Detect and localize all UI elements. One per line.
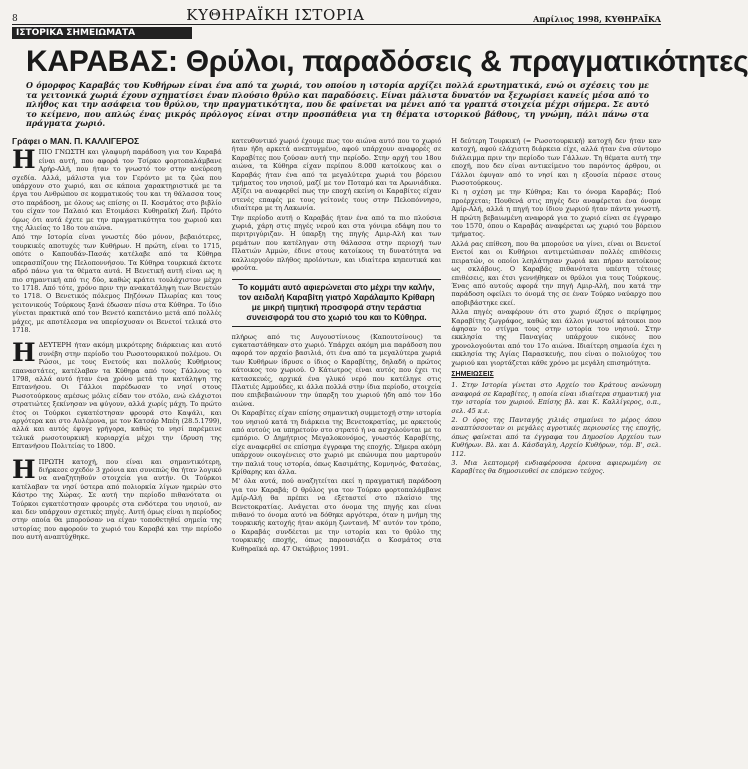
paragraph: [12, 338, 222, 451]
paragraph: [12, 145, 222, 233]
issue-date: Απρίλιος 1998, ΚΥΘΗΡΑΪΚΑ: [533, 14, 661, 24]
notes-heading: ΣΗΜΕΙΩΣΕΙΣ: [451, 370, 494, 378]
paragraph-text: ΠΡΩΤΗ κατοχή, που είναι και σημαντικότερη, διήρκεσε σχεδόν 3 χρόνια και συνεπώς θα ήταν λογικό να αναζητηθούν στοιχεία για αυτήν. Οι Τούρκοι κατέλαβαν τα νησί ύστερα από πολιορκία λίγων ημερών στο Κάστρο της Χώρας. Σε αυτή την περίοδο πιθανότατα οι Τούρκοι εγκατέστησαν φρουρές στα ενδότερα του νησιού, αν και δεν υπάρχουν σχετικές πηγές. Αυτή όμως είναι η περίοδος στην οποία θα μπορούσαν να είχαν τοποθετηθεί σημεία της ιστορίας που αφορούν το χωριό του Καραβά και την περίοδο που αυτή αναπτύχθηκε.: [12, 457, 222, 542]
pull-quote: Το κομμάτι αυτό αφιερώνεται στο μέχρι την καλήν, τον αειδαλή Καραβίτη γιατρό Χαράλαμπο Κρίθαρη με μικρή τιμητική προσφορά στην τεράστια συνεισφορά του στο χωριό του και το Κύθηρα.: [232, 279, 442, 327]
byline: Γράφει ο ΜΑΝ. Π. ΚΑΛΛΙΓΕΡΟΣ: [12, 136, 140, 146]
note: 1. Στην Ιστορία γίνεται στο Αρχείο του Κράτους ανώνυμη αναφορά σε Καραβίτες, η οποία είναι ιδιαίτερα σημαντική για την ιστορία του χωριού. Επίσης βλ. και Κ. Καλλίγερος, ο.π., σελ. 45 κ.ε.: [451, 381, 662, 415]
note: 3. Μια λεπτομερή ενδιαφέρουσα έρευνα αφιερωμένη σε Καραβίτες θα δημοσιευθεί σε επόμενο τεύχος.: [451, 459, 662, 476]
paragraph: κατευθυντικό χωριό έχουμε πως τον αιώνα αυτό που το χωριό ήταν ήδη αρκετά ανεπτυγμένο, αφού υπάρχουν αναφορές σε Καραβίτες που ζούσαν αυτή την περίοδο. Στην αρχή του 18ου αιώνα, τα Κύθηρα είχαν περίπου 8.000 κατοίκους και ο Καραβάς ήταν ένα από τα μεγαλύτερα χωριά του βόρειου τμήματος του νησιού, μαζί με τον Ποταμό και τα Αρωνιάδικα. Αξίζει να αναφερθεί πως την εποχή εκείνη οι Καραβίτες είχαν στενές επαφές με τους γείτονές τους στην Πελοπόννησο, ιδιαίτερα με τη Λακωνία.: [231, 137, 442, 213]
drop-cap: Η: [12, 145, 36, 175]
paragraph: Αλλά ρας επίθεση, που θα μπορούσε να γίνει, είναι οι Βενετοί Ενετοί και οι Κυθήριοι αντιμετώπισαν πολλές επιθέσεις πειρατών, οι οποίοι λεηλάτησαν χωριά και πήραν κατοίκους ως σκλάβους. Ο Καραβάς πιθανότατα υπέστη τέτοιες επιθέσεις, και έτσι γεννήθηκαν οι θρύλοι για τους Τούρκους. Ένας από αυτούς αφορά την πηγή Αμιρ-Αλή, που κατά την παράδοση οφείλει το όνομά της σε έναν Τούρκο ναύαρχο που αποβιβάστηκε εκεί.: [451, 239, 662, 307]
note: 2. Ο όρος της Πανταγής χιλιάς σημαίνει το μέρος όπου αναπτύσσονταν οι μεγάλες αγροτικές περιουσίες της εποχής, όπως φαίνεται από τα έγγραφα του Δημοσίου Αρχείου των Κυθήρων. Βλ. και Δ. Κάσδαγλη, Αρχείο Κυθήρων, τόμ. Β', σελ. 112.: [451, 416, 662, 458]
notes: [451, 381, 661, 475]
paragraph: [12, 454, 222, 542]
article-lede: Ο όμορφος Καραβάς του Κυθήρων είναι ένα από τα χωριά, του οποίου η ιστορία αρχίζει πολλά ερωτηματικά, ενώ οι σχέσεις του με τα γειτονικά χωριά έχουν σχηματίσει έναν πλούσιο θρύλο και παραδόσεις. Είναι μάλιστα δυνατόν να ξεχωρίσει κανείς μέσα από το πλήθος και την ασάφεια του θρύλου, την πραγματικότητα, που δε φαίνεται να μένει από τα γραπτά στοιχεία μέχρι σήμερα. Σε αυτό το κείμενο, που απλώς ένας μικρός πρόλογος είναι στην προσπάθεια για τη θέματα ιστορικού βάθους, τη γνώμη, πάλι πάνω στα πράγματα χωριό.: [26, 80, 649, 129]
column-1: [12, 137, 222, 769]
paragraph: Κι η σχέση με την Κύθηρα; Και το όνομα Καραβάς; Πού προέρχεται; Πουθενά στις πηγές δεν αναφέρεται ένα όνομα Αμίρ-Αλή, αλλά η πηγή του ίδιου χωριού ήταν πάντα γνωστή. Η πρώτη βεβαιωμένη αναφορά για το χωριό είναι σε έγγραφο του 1570, όπου ο Καραβάς αναφέρεται ως χωριό του βόρειου τμήματος.: [451, 188, 662, 239]
running-header: [12, 4, 661, 25]
paragraph: Η δεύτερη Τουρκική (= Ρωσοτουρκική) κατοχή δεν ήταν καν κατοχή, αφού ελάχιστη διάρκεια είχε, αλλά ήταν ένα σύντομο διάλειμμα πριν την περίοδο των Γάλλων. Τη θέματα αυτή την εποχή, που δεν είναι αντικείμενο του παρόντος άρθρου, οι Γάλλοι έφυγαν από το νησί και η εξουσία πέρασε στους Ρωσοτούρκους.: [451, 137, 662, 188]
drop-cap: Η: [12, 454, 36, 484]
paragraph: πλήρως από τις Αυγουστίνιους (Καπουτσίνους) τα εγκαταστάθηκαν στο χωριό. Υπάρχει ακόμη μια παράδοση που αφορά τον αρχαίο βασιλιά, ότι ένα από τα μεγαλύτερα χωριά των Κυθήρων ίδρυσε ο ίδιος ο Καραβίτης, δηλαδή ο πρώτος κάτοικος του χωριού. Ο Κάτωτρος είναι αυτός που έχει τις κατασκευές, αρχικά ένα γλυκό νερό που κατέληγε στις Πλατιές Αμμούδες, κι άλλα πολλά στην ίδια περίοδο, στοιχεία που επιβεβαιώνουν την ύπαρξη του χωριού ήδη από τον 16ο αιώνα.: [231, 332, 442, 408]
paragraph: Μ' όλα αυτά, πού αναζητείται εκεί η πραγματική παράδοση για τον Καραβά; Ο θρύλος για τον Τούρκο φορτοπαλάμβανε Αμίρ-Αλή θα πρέπει να εξεταστεί στο πλαίσιο της Βενετοκρατίας. Ανάγεται στο όνομα της πηγής και είναι πιθανό το όνομα αυτό να δόθηκε αργότερα, όταν η μνήμη της τουρκικής κατοχής ήταν ακόμη ζωντανή. Μ' αυτόν τον τρόπο, ο Καραβάς συνδέεται με την ιστορία και το θρύλο της τουρκικής εποχής, όπως παρουσιάζει ο Κοσμάτος στα Κυθηραϊκά αρ. 47 Οκτώβριος 1991.: [231, 477, 442, 553]
paragraph: Την περίοδο αυτή ο Καραβάς ήταν ένα από τα πιο πλούσια χωριά, χάρη στις πηγές νερού και στα γόνιμα εδάφη που το περιτριγύριζαν. Η ύπαρξη της πηγής Αμιρ-Αλή και των ρεμάτων που κατέληγαν στη θάλασσα στην περιοχή των Πλατιών Αμμών, έδινε στους κατοίκους τη δυνατότητα να καλλιεργούν πλήθος προϊόντων, και ιδιαίτερα κηπευτικά και φρούτα.: [231, 213, 442, 273]
paragraph-text: ΔΕΥΤΕΡΗ ήταν ακόμη μικρότερης διάρκειας και αυτό συνέβη στην περίοδο του Ρωσοτουρκικού πολέμου. Οι Ρώσοι, με τους Ενετούς και πολλούς Κυθήριους επαναστάτες, κατέλαβαν τα Κύθηρα από τους Γάλλους το 1798, αλλά αυτό ήταν ένα χρόνο μετά την κατάληψη της Επτανήσου. Οι Γάλλοι παρέδωσαν το νησί στους Ρωσοτούρκους αμέσως μόλις είδαν τον στόλο, ενώ ελάχιστοι στρατιώτες ξεκίνησαν να φύγουν, αλλά χωρίς μάχη. Το πρώτο έτος οι Τούρκοι εγκατέστησαν φρουρά στο Καψάλι, και αργότερα και στο Αυλέμονα, με τον Κατσάρ Μπέη (28.5.1799), αλλά και αυτός έφυγε γρήγορα, καθώς το νησί παρέμεινε τελικά ρωσοτουρκική κυριαρχία μέχρι την ίδρυση της Επτανήσου Πολιτείας το 1800.: [12, 341, 222, 451]
paragraph: Οι Καραβίτες είχαν επίσης σημαντική συμμετοχή στην ιστορία του νησιού κατά τη διάρκεια της Βενετοκρατίας, με αρκετούς από αυτούς να υπηρετούν στο στρατό ή να ασχολούνται με το εμπόριο. Ο Δημήτριος Μεγαλοκονόμος, γνωστός Καραβίτης, είχε αναφερθεί σε επίσημα έγγραφα της εποχής. Σήμερα ακόμη υπάρχουν οικογένειες στο χωριό με επώνυμα που μαρτυρούν την παλιά τους ιστορία, όπως Κασιμάτης, Κομνηνός, Φατσέας, Κρίθαρης και άλλα.: [231, 409, 442, 476]
column-3: [451, 137, 661, 769]
drop-cap: Η: [12, 338, 36, 368]
paragraph-text: ΠΙΟ ΓΝΩΣΤΗ και γλαφυρή παράδοση για τον Καραβά είναι αυτή, που αφορά τον Τσίρκο φορτοπαλάμβανε Αρήρ-Αλή, που ήταν το γνωστό τον στην ανεύρεση σχεδία. Αλλά, μάλιστα για τον Γερόντο με τα ζώα που υπάρχουν στο χωριό, και σε κάποια χαρακτηριστικά με τα έργα του Ανθρώπου σε κομματικούς του και τη θάλασσα τους στο παράδοση, με όλους ως επίσης οι ΙΙ. Κοσμάτος στο βιβλίο του είχαν τον Παλαιό και Ετοιμάσει Κυθηραϊκή Ζωή. Πρότο όμως ότι αυτά έχετε με την πραγματικότητα του χωριού και της Αλιείας το 18ο του αιώνα.: [12, 148, 222, 233]
column-2: [232, 137, 442, 769]
article-columns: [12, 137, 661, 769]
kicker-bar: ΙΣΤΟΡΙΚΑ ΣΗΜΕΙΩΜΑΤΑ: [12, 27, 192, 39]
page-number: 8: [12, 14, 18, 24]
paragraph: Από την Ιστορία είναι γνωστές δύο μόνον, βεβαιότερες, τουρκικές αποτυχές των Κυθήρων. Η πρώτη, είναι το 1715, οπότε ο Καπουδάν-Πασάς κατέλαβε από τα Κύθηρα υπερασπίζουν της Πελοποννήσου. Τα Κύθηρα τουρκικά έκτοτε αδρό πάνω για τα θέματα αυτά. Η Βενετική αυτή είναι ως η πιο σημαντική από τις δύο, καθώς κράτει τουλάχιστον μέχρι το 1718. Από τότε, χρόνο πριν την ανακατάληψη των Βενετών το 1718. Ο Βενετικός πόλεμος Πηζόνων Πλωρίας και τους γειτονικούς Τούρκους ξανά έδωσαν πίσω στα Κύθηρα. Το ίδιο γίνεται πρακτικά από τον Βενετό καπετάνιο μετά από πολλές μάχες, με αποτέλεσμα να υπερίσχυσαν οι Βενετοί τελικά στο 1718.: [12, 233, 222, 334]
section-title: ΚΥΘΗΡΑΪΚΗ ΙΣΤΟΡΙΑ: [186, 6, 365, 24]
paragraph: Άλλα πηγές αναφέρουν ότι στο χωριό έζησε ο περίφημος Καραβίτης ζωγράφος, καθώς και άλλοι γνωστοί κάτοικοι που άφησαν το στίγμα τους στην ιστορία του νησιού. Στην εκκλησία της Παναγίας υπάρχουν εικόνες που χρονολογούνται από τον 17ο αιώνα. Ιδιαίτερη σημασία έχει η εκκλησία της Αγίας Παρασκευής, που είναι ο πολιούχος του χωριού και γιορτάζεται κάθε χρόνο με μεγάλη επισημότητα.: [451, 308, 662, 367]
article-headline: ΚΑΡΑΒΑΣ: Θρύλοι, παραδόσεις & πραγματικότητες: [26, 45, 748, 78]
